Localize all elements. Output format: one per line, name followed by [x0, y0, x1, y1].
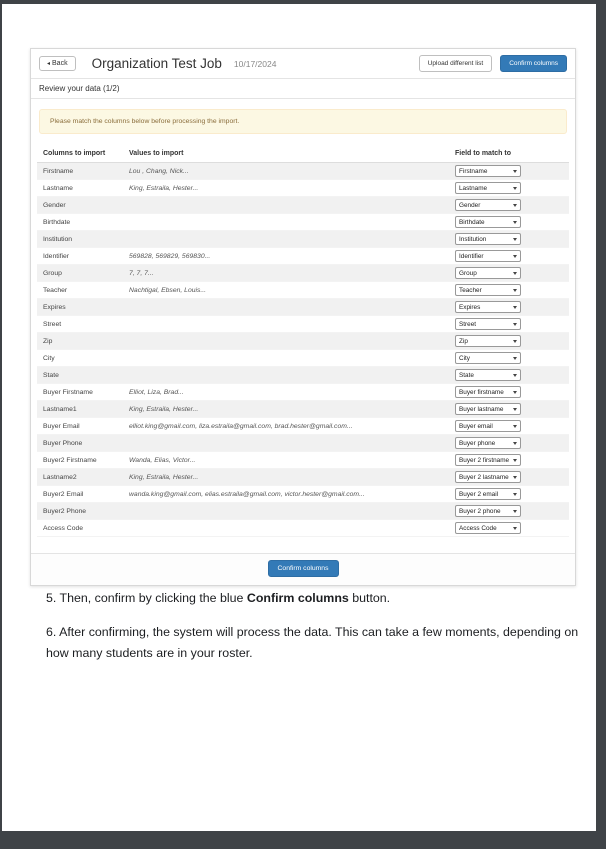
step-5-bold: Confirm columns [246, 591, 349, 605]
field-select-value: Zip [459, 337, 468, 345]
chevron-down-icon [513, 374, 517, 377]
chevron-down-icon [513, 170, 517, 173]
field-select-value: Gender [459, 201, 481, 209]
table-row [37, 333, 569, 350]
field-select-value: Buyer email [459, 422, 493, 430]
sample-values: Lou , Chang, Nick... [129, 167, 189, 175]
screenshot-body [31, 99, 575, 553]
column-name: Buyer2 Email [43, 490, 84, 498]
header-columns-to-import: Columns to import [43, 150, 106, 157]
sample-values: 569828, 569829, 569830... [129, 252, 211, 260]
step-5-text: 5. Then, confirm by clicking the blue [46, 591, 247, 605]
column-name: Birthdate [43, 218, 71, 226]
header-field-to-match: Field to match to [455, 150, 511, 157]
column-name: Buyer2 Firstname [43, 456, 97, 464]
field-select-value: Birthdate [459, 218, 485, 226]
field-select-value: Institution [459, 235, 487, 243]
field-select-value: Buyer phone [459, 439, 496, 447]
column-name: Buyer Phone [43, 439, 83, 447]
step-6: 6. After confirming, the system will process the data. This can take a few moments, depending on how many students are in your roster. [46, 624, 579, 661]
column-name: Teacher [43, 286, 68, 294]
chevron-down-icon [513, 425, 517, 428]
field-select-value: Buyer 2 email [459, 490, 499, 498]
column-name: Institution [43, 235, 73, 243]
field-select-value: Buyer firstname [459, 388, 504, 396]
import-review-screenshot [30, 48, 576, 586]
chevron-down-icon [513, 221, 517, 224]
field-select[interactable] [455, 182, 521, 194]
field-select[interactable] [455, 454, 521, 466]
header-values-to-import: Values to import [129, 150, 184, 157]
field-select[interactable] [455, 352, 521, 364]
field-select-value: Buyer 2 lastname [459, 473, 509, 481]
table-row [37, 299, 569, 316]
table-row [37, 214, 569, 231]
table-header-row [37, 146, 569, 163]
table-row [37, 367, 569, 384]
field-select-value: Group [459, 269, 477, 277]
column-name: Buyer Firstname [43, 388, 93, 396]
field-select-value: Buyer 2 firstname [459, 456, 510, 464]
field-select[interactable] [455, 267, 521, 279]
upload-different-list-button[interactable]: Upload different list [419, 55, 493, 72]
review-data-section-title: Review your data (1/2) [31, 78, 575, 99]
sample-values: King, Estraila, Hester... [129, 405, 199, 413]
table-row [37, 520, 569, 537]
column-name: Buyer Email [43, 422, 80, 430]
field-select-value: Street [459, 320, 477, 328]
field-select[interactable] [455, 250, 521, 262]
chevron-down-icon [513, 459, 517, 462]
field-select[interactable] [455, 471, 521, 483]
field-select-value: Lastname [459, 184, 488, 192]
back-button[interactable] [39, 56, 76, 71]
back-button-label: Back [52, 60, 68, 67]
screenshot-footer [31, 553, 575, 585]
field-select[interactable] [455, 522, 521, 534]
field-select-value: City [459, 354, 471, 362]
table-row [37, 384, 569, 401]
field-select-value: Teacher [459, 286, 482, 294]
table-row [37, 231, 569, 248]
field-select[interactable] [455, 437, 521, 449]
sample-values: 7, 7, 7... [129, 269, 154, 277]
column-name: Expires [43, 303, 66, 311]
import-table-body [37, 163, 569, 537]
field-select-value: Identifier [459, 252, 484, 260]
field-select[interactable] [455, 216, 521, 228]
field-select[interactable] [455, 403, 521, 415]
field-select-value: Firstname [459, 167, 488, 175]
column-name: Group [43, 269, 62, 277]
field-select[interactable] [455, 284, 521, 296]
column-mapping-table [37, 146, 569, 537]
table-row [37, 265, 569, 282]
field-select[interactable] [455, 199, 521, 211]
table-row [37, 418, 569, 435]
step-5-suffix: button. [348, 591, 391, 605]
chevron-down-icon [513, 204, 517, 207]
chevron-down-icon [513, 306, 517, 309]
field-select-value: Access Code [459, 524, 497, 532]
column-name: Street [43, 320, 62, 328]
column-name: Gender [43, 201, 66, 209]
column-name: Zip [43, 337, 53, 345]
column-name: Lastname1 [43, 405, 77, 413]
chevron-down-icon [513, 289, 517, 292]
table-row [37, 435, 569, 452]
field-select[interactable] [455, 386, 521, 398]
column-name: Firstname [43, 167, 74, 175]
instruction-text [46, 588, 586, 665]
sample-values: elliot.king@gmail.com, liza.estraila@gmail.com, brad.hester@gmail.com... [129, 422, 353, 430]
column-name: Access Code [43, 524, 84, 532]
job-date: 10/17/2024 [233, 58, 277, 69]
table-row [37, 248, 569, 265]
column-name: Lastname2 [43, 473, 77, 481]
sample-values: wanda.king@gmail.com, elias.estraila@gmail.com, victor.hester@gmail.com... [129, 490, 365, 498]
field-select-value: Expires [459, 303, 481, 311]
sample-values: Wanda, Elias, Victor... [129, 456, 196, 464]
step-5 [46, 588, 586, 610]
table-row [37, 503, 569, 520]
field-select-value: Buyer 2 phone [459, 507, 501, 515]
table-row [37, 163, 569, 180]
chevron-down-icon [513, 442, 517, 445]
column-name: Lastname [43, 184, 73, 192]
column-name: State [43, 371, 59, 379]
document-page [2, 4, 596, 831]
chevron-down-icon [513, 272, 517, 275]
table-row [37, 180, 569, 197]
chevron-down-icon [513, 187, 517, 190]
table-row [37, 316, 569, 333]
field-select[interactable] [455, 301, 521, 313]
field-select[interactable] [455, 165, 521, 177]
table-row [37, 486, 569, 503]
confirm-columns-button-top[interactable]: Confirm columns [500, 55, 567, 72]
sample-values: King, Estraila, Hester... [129, 184, 199, 192]
column-name: Buyer2 Phone [43, 507, 87, 515]
sample-values: King, Estraila, Hester... [129, 473, 199, 481]
match-columns-alert: Please match the columns below before processing the import. [39, 109, 567, 134]
table-row [37, 197, 569, 214]
table-row [37, 452, 569, 469]
field-select[interactable] [455, 369, 521, 381]
page-title: Organization Test Job [91, 56, 222, 71]
field-select-value: State [459, 371, 474, 379]
chevron-down-icon [513, 493, 517, 496]
field-select[interactable] [455, 488, 521, 500]
back-arrow-icon: ◂ [47, 60, 51, 67]
field-select[interactable] [455, 420, 521, 432]
confirm-columns-button-bottom[interactable]: Confirm columns [268, 560, 339, 577]
table-row [37, 282, 569, 299]
column-name: City [43, 354, 55, 362]
sample-values: Elliot, Liza, Brad... [129, 388, 184, 396]
chevron-down-icon [513, 476, 517, 479]
field-select[interactable] [455, 318, 521, 330]
chevron-down-icon [513, 238, 517, 241]
field-select[interactable] [455, 233, 521, 245]
screenshot-header [31, 49, 575, 78]
chevron-down-icon [513, 527, 517, 530]
chevron-down-icon [513, 255, 517, 258]
chevron-down-icon [513, 357, 517, 360]
table-row [37, 469, 569, 486]
chevron-down-icon [513, 408, 517, 411]
table-row [37, 401, 569, 418]
chevron-down-icon [513, 323, 517, 326]
chevron-down-icon [513, 391, 517, 394]
field-select-value: Buyer lastname [459, 405, 504, 413]
column-name: Identifier [43, 252, 70, 260]
chevron-down-icon [513, 340, 517, 343]
chevron-down-icon [513, 510, 517, 513]
table-row [37, 350, 569, 367]
field-select[interactable] [455, 505, 521, 517]
field-select[interactable] [455, 335, 521, 347]
sample-values: Nachtigal, Ebsen, Louis... [129, 286, 207, 294]
